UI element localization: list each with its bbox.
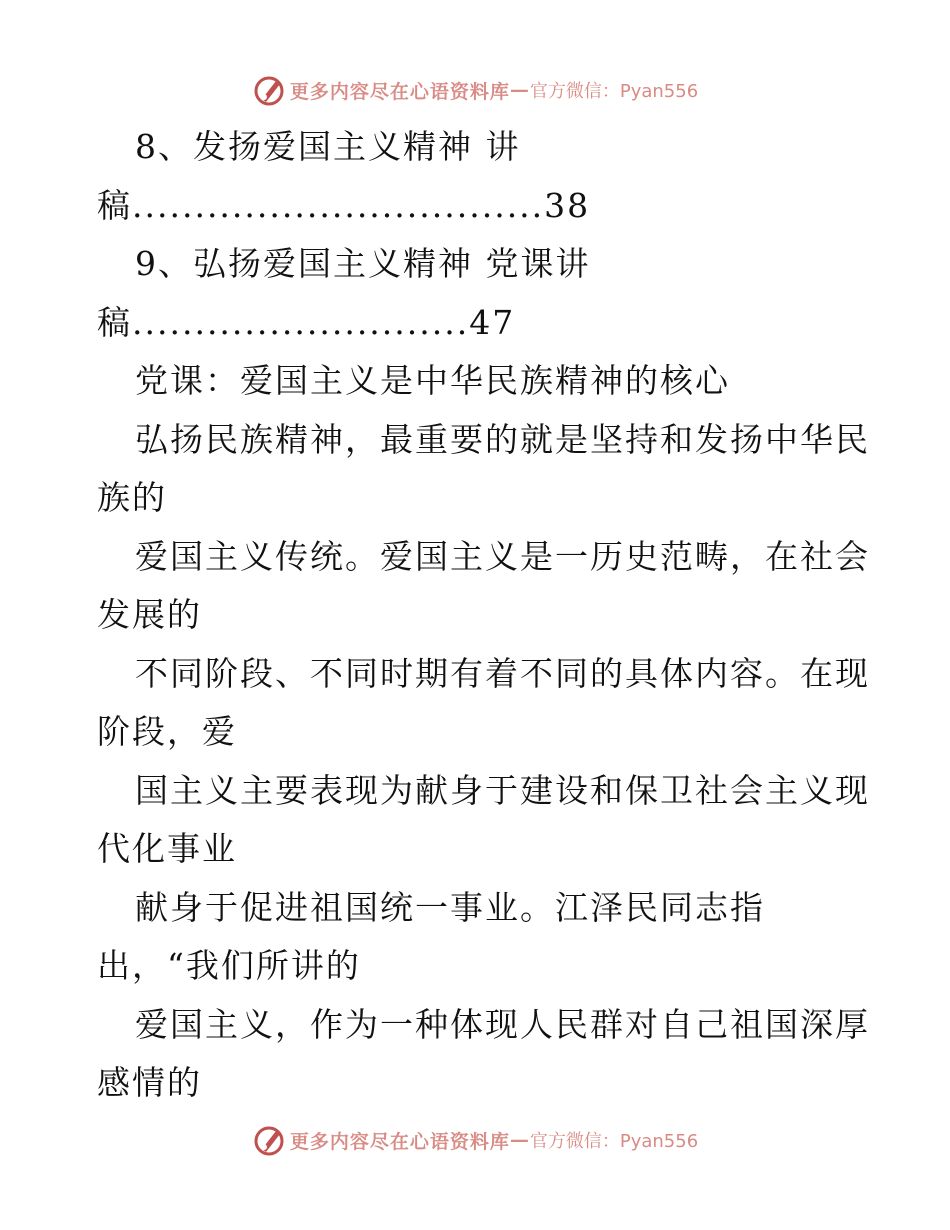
document-body (97, 118, 870, 1113)
banner-main-text: 更多内容尽在心语资料库 (289, 1130, 510, 1153)
banner-main-text: 更多内容尽在心语资料库 (289, 80, 510, 103)
text-line: 献身于促进祖国统一事业。江泽民同志指 (135, 887, 765, 927)
pen-logo-icon (252, 73, 286, 107)
text-line: 爱国主义，作为一种体现人民群对自己祖国深厚 (135, 1004, 870, 1044)
banner-wechat-text: 官方微信：Pyan556 (529, 81, 699, 102)
text-line: 党课：爱国主义是中华民族精神的核心 (135, 361, 730, 400)
text-line: 感情的 (97, 1063, 202, 1102)
footer-banner (0, 1120, 950, 1160)
banner-wechat-text: 官方微信：Pyan556 (529, 1131, 699, 1152)
text-line: 出，“我们所讲的 (97, 946, 361, 985)
header-banner (0, 70, 950, 110)
text-line: 弘扬民族精神，最重要的就是坚持和发扬中华民 (135, 419, 870, 459)
banner-separator: — (509, 79, 530, 101)
text-line: 稿...........................47 (97, 302, 516, 342)
text-line: 代化事业 (97, 829, 237, 868)
text-line: 稿.................................38 (97, 185, 591, 225)
banner-separator: — (509, 1129, 530, 1151)
text-line: 爱国主义传统。爱国主义是一历史范畴，在社会 (135, 536, 870, 576)
text-line: 发展的 (97, 595, 202, 634)
pen-logo-icon (252, 1123, 286, 1157)
text-line: 不同阶段、不同时期有着不同的具体内容。在现 (135, 653, 870, 693)
text-line: 阶段，爱 (97, 712, 237, 751)
text-line: 8、发扬爱国主义精神 讲 (135, 127, 521, 166)
text-line: 族的 (97, 478, 167, 517)
text-line: 国主义主要表现为献身于建设和保卫社会主义现 (135, 770, 870, 810)
text-line: 9、弘扬爱国主义精神 党课讲 (135, 244, 591, 283)
